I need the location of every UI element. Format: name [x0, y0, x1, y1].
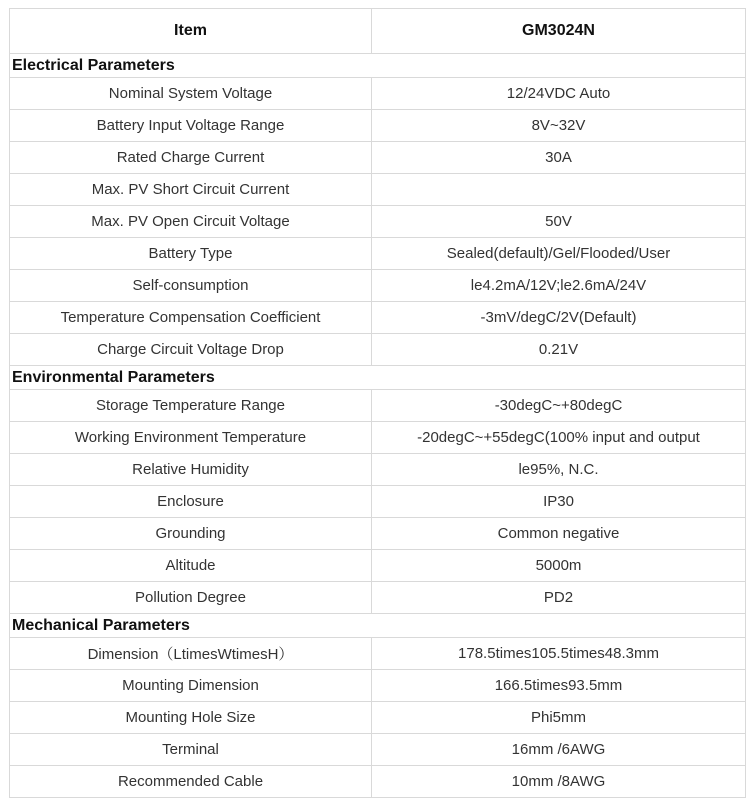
value-cell: 8V~32V: [372, 110, 746, 142]
value-cell: PD2: [372, 582, 746, 614]
table-row: [10, 206, 746, 238]
table-row: [10, 550, 746, 582]
table-row: [10, 582, 746, 614]
item-cell: Relative Humidity: [10, 454, 372, 486]
table-row: [10, 702, 746, 734]
item-cell: Max. PV Short Circuit Current: [10, 174, 372, 206]
table-header-row: [10, 9, 746, 54]
item-cell: Grounding: [10, 518, 372, 550]
item-cell: Working Environment Temperature: [10, 422, 372, 454]
value-cell: -30degC~+80degC: [372, 390, 746, 422]
section-header-row: [10, 366, 746, 390]
section-header-row: [10, 54, 746, 78]
value-cell: 0.21V: [372, 334, 746, 366]
table-row: [10, 78, 746, 110]
item-cell: Rated Charge Current: [10, 142, 372, 174]
item-cell: Max. PV Open Circuit Voltage: [10, 206, 372, 238]
value-cell: IP30: [372, 486, 746, 518]
table-row: [10, 142, 746, 174]
table-row: [10, 766, 746, 798]
item-cell: Battery Input Voltage Range: [10, 110, 372, 142]
item-cell: Mounting Dimension: [10, 670, 372, 702]
value-cell: 5000m: [372, 550, 746, 582]
item-cell: Mounting Hole Size: [10, 702, 372, 734]
section-title: Mechanical Parameters: [10, 614, 746, 638]
value-cell: 10mm /8AWG: [372, 766, 746, 798]
table-row: [10, 110, 746, 142]
value-cell: 12/24VDC Auto: [372, 78, 746, 110]
item-cell: Altitude: [10, 550, 372, 582]
section-title: Electrical Parameters: [10, 54, 746, 78]
section-title: Environmental Parameters: [10, 366, 746, 390]
item-cell: Enclosure: [10, 486, 372, 518]
item-cell: Pollution Degree: [10, 582, 372, 614]
table-row: [10, 518, 746, 550]
value-cell: [372, 174, 746, 206]
table-row: [10, 422, 746, 454]
value-cell: Common negative: [372, 518, 746, 550]
table-row: [10, 238, 746, 270]
value-cell: le95%, N.C.: [372, 454, 746, 486]
table-row: [10, 670, 746, 702]
item-cell: Storage Temperature Range: [10, 390, 372, 422]
value-cell: -3mV/degC/2V(Default): [372, 302, 746, 334]
column-header-model: GM3024N: [372, 9, 746, 54]
table-row: [10, 270, 746, 302]
spec-table: [9, 8, 746, 798]
item-cell: Self-consumption: [10, 270, 372, 302]
value-cell: -20degC~+55degC(100% input and output: [372, 422, 746, 454]
value-cell: Sealed(default)/Gel/Flooded/User: [372, 238, 746, 270]
table-row: [10, 734, 746, 766]
item-cell: Temperature Compensation Coefficient: [10, 302, 372, 334]
table-row: [10, 302, 746, 334]
table-row: [10, 334, 746, 366]
table-row: [10, 638, 746, 670]
item-cell: Nominal System Voltage: [10, 78, 372, 110]
value-cell: le4.2mA/12V;le2.6mA/24V: [372, 270, 746, 302]
table-row: [10, 454, 746, 486]
value-cell: 16mm /6AWG: [372, 734, 746, 766]
table-body: [10, 54, 746, 798]
item-cell: Terminal: [10, 734, 372, 766]
table-row: [10, 390, 746, 422]
value-cell: 178.5times105.5times48.3mm: [372, 638, 746, 670]
value-cell: 50V: [372, 206, 746, 238]
table-row: [10, 486, 746, 518]
section-header-row: [10, 614, 746, 638]
item-cell: Battery Type: [10, 238, 372, 270]
value-cell: 30A: [372, 142, 746, 174]
value-cell: Phi5mm: [372, 702, 746, 734]
table-row: [10, 174, 746, 206]
item-cell: Charge Circuit Voltage Drop: [10, 334, 372, 366]
value-cell: 166.5times93.5mm: [372, 670, 746, 702]
item-cell: Recommended Cable: [10, 766, 372, 798]
column-header-item: Item: [10, 9, 372, 54]
item-cell: Dimension（LtimesWtimesH）: [10, 638, 372, 670]
